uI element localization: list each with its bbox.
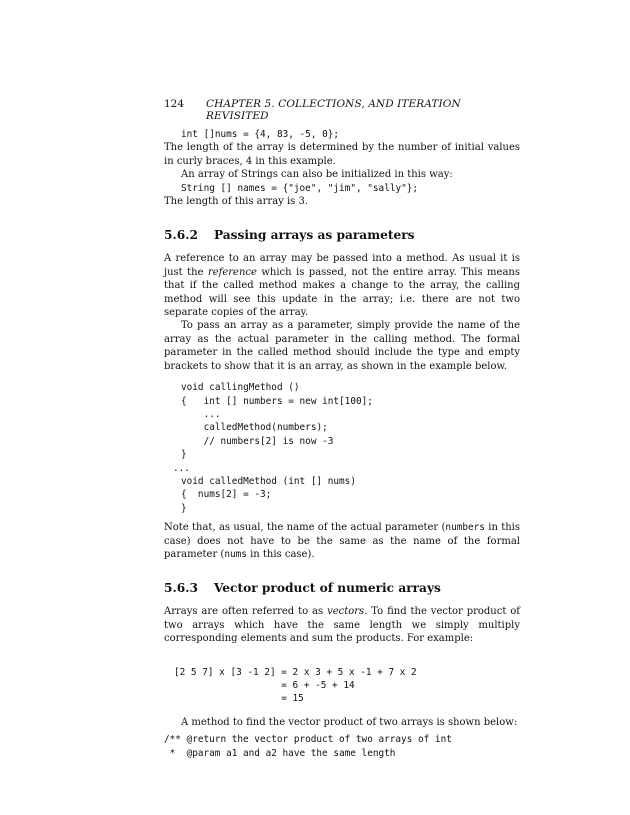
section-title: Vector product of numeric arrays — [213, 581, 441, 596]
math-line: [2 5 7] x [3 -1 2] = 2 x 3 + 5 x -1 + 7 x 2 — [174, 666, 417, 678]
code-line: void calledMethod (int [] nums) — [181, 475, 356, 487]
code-line: ... — [181, 408, 221, 420]
emphasis-vectors: vectors — [327, 606, 365, 618]
code-string-array: String [] names = {"joe", "jim", "sally"}; — [181, 182, 419, 194]
code-line: void callingMethod () — [181, 382, 300, 394]
text: in this case) does not have to be the same as the name of the formal parameter ( — [164, 522, 520, 560]
text: which is passed, not the entire array. This means that if the called method makes a change to the array, the calling method will see this update in the array; i.e. there are not two separate copies of the array. — [164, 266, 520, 319]
paragraph-note — [164, 521, 520, 561]
paragraph-length-three: The length of this array is 3. — [164, 196, 309, 208]
intro-block — [164, 128, 520, 208]
math-example — [174, 666, 520, 706]
code-line: } — [181, 502, 187, 514]
text: . To find the vector product of two arrays which have the same length we simply multiply corresponding elements and sum the products. For example: — [164, 606, 520, 645]
emphasis-reference: reference — [207, 266, 257, 278]
paragraph-reference — [164, 252, 520, 319]
chapter-title: CHAPTER 5. COLLECTIONS, AND ITERATION REVISITED — [206, 98, 461, 122]
section-title: Passing arrays as parameters — [213, 228, 415, 243]
page-number: 124 — [164, 98, 185, 110]
section-heading-vector-product — [164, 581, 520, 595]
paragraph-vectors — [164, 605, 520, 645]
code-line: ... — [173, 462, 190, 474]
code-line: // numbers[2] is now -3 — [181, 435, 334, 447]
code-nums: nums — [224, 548, 247, 560]
section-number: 5.6.2 — [164, 228, 198, 243]
section-number: 5.6.3 — [164, 581, 198, 596]
paragraph-pass-array: To pass an array as a parameter, simply provide the name of the array as the actual parameter in the calling method. The formal parameter in the called method should include the type and empty brackets to show that it is an array, as shown in the example below. — [164, 320, 520, 372]
code-line: { int [] numbers = new int[100]; — [181, 395, 373, 407]
page — [164, 98, 520, 760]
code-block-javadoc — [164, 733, 520, 760]
running-header — [164, 98, 520, 122]
code-line: } — [181, 449, 187, 461]
code-int-array: int []nums = {4, 83, -5, 0}; — [181, 129, 340, 140]
paragraph-strings-init: An array of Strings can also be initialized in this way: — [181, 169, 453, 181]
code-line: calledMethod(numbers); — [181, 422, 328, 434]
text: Note that, as usual, the name of the actual parameter ( — [164, 522, 446, 534]
paragraph-array-length: The length of the array is determined by the number of initial values in curly braces, 4 in this example. — [164, 142, 520, 167]
text: in this case). — [246, 548, 315, 560]
text: Arrays are often referred to as — [164, 606, 328, 618]
code-line: * @param a1 and a2 have the same length — [164, 747, 396, 759]
code-line: /** @return the vector product of two arrays of int — [164, 734, 452, 746]
code-block-calling — [173, 381, 520, 515]
code-line: { nums[2] = -3; — [181, 489, 272, 501]
math-line: = 6 + -5 + 14 — [174, 680, 355, 691]
math-line: = 15 — [174, 693, 304, 705]
section-heading-passing-arrays — [164, 228, 520, 242]
paragraph-method-intro: A method to find the vector product of two arrays is shown below: — [181, 716, 518, 728]
code-numbers: numbers — [445, 522, 485, 534]
text: A reference to an array may be passed into a method. As usual it is just the — [164, 253, 520, 278]
